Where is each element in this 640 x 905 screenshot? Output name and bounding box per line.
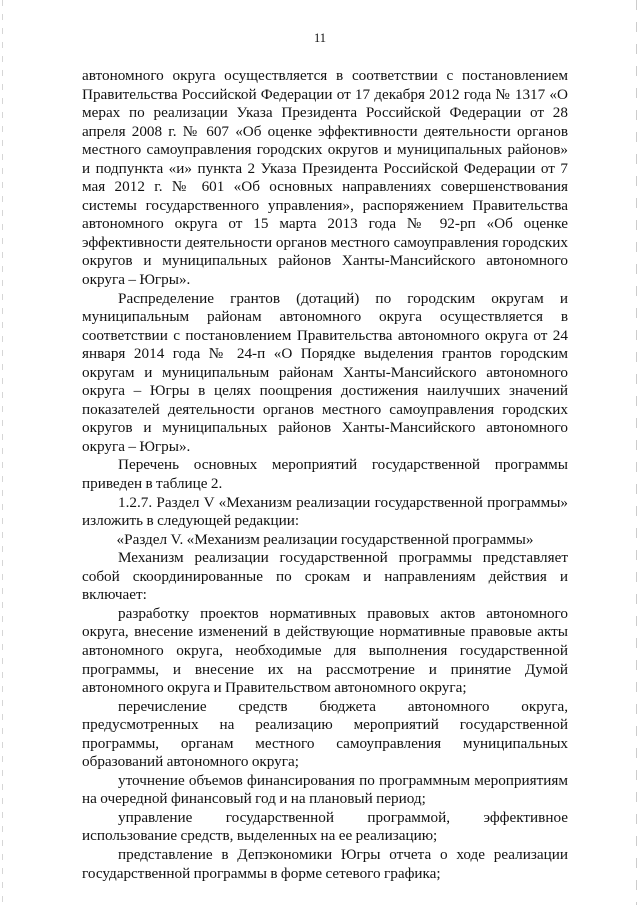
list-item-program-management: управление государственной программой, эффективное использование средств, выделенных на ее реализацию; [82, 808, 568, 845]
paragraph-legal-basis: автономного округа осуществляется в соответствии с постановлением Правительства Российской Федерации от 17 декабря 2012 года № 1317 «О мерах по реализации Указа Президента Российской Федерации от 28 апреля 2008 г. № 607 «Об оценке эффективности деятельности органов местного самоуправления городских округов и муниципальных районов» и подпункта «и» пункта 2 Указа Президента Российской Федерации от 7 мая 2012 г. № 601 «Об основных направлениях совершенствования системы государственного управления», распоряжением Правительства автономного округа от 15 марта 2013 года № 92-рп «Об оценке эффективности деятельности органов местного самоуправления городских округов и муниципальных районов Ханты-Мансийского автономного округа – Югры». [82, 67, 568, 289]
document-body [82, 67, 568, 883]
paragraph-section-amendment: 1.2.7. Раздел V «Механизм реализации государственной программы» изложить в следующей редакции: [82, 493, 568, 530]
paragraph-measures-list: Перечень основных мероприятий государственной программы приведен в таблице 2. [82, 456, 568, 493]
page-number: 11 [313, 31, 327, 45]
scan-edge-left [2, 0, 3, 905]
list-item-funding-clarification: уточнение объемов финансирования по программным мероприятиям на очередной финансовый год и на плановый период; [82, 771, 568, 808]
list-item-drafting-acts: разработку проектов нормативных правовых актов автономного округа, внесение изменений в действующие нормативные правовые акты автономного округа, необходимые для выполнения государственной программы, и внесение их на рассмотрение и принятие Думой автономного округа и Правительством автономного округа; [82, 604, 568, 697]
list-item-report-submission: представление в Депэкономики Югры отчета о ходе реализации государственной программы в форме сетевого графика; [82, 845, 568, 882]
list-item-budget-transfer: перечисление средств бюджета автономного округа, предусмотренных на реализацию мероприятий государственной программы, органам местного самоуправления муниципальных образований автономного округа; [82, 697, 568, 771]
paragraph-grant-distribution: Распределение грантов (дотаций) по городским округам и муниципальным районам автономного округа осуществляется в соответствии с постановлением Правительства автономного округа от 24 января 2014 года № 24-п «О Порядке выделения грантов городским округам и муниципальным районам Ханты-Мансийского автономного округа – Югры в целях поощрения достижения наилучших значений показателей деятельности органов местного самоуправления городских округов и муниципальных районов Ханты-Мансийского автономного округа – Югры». [82, 289, 568, 455]
section-heading: «Раздел V. «Механизм реализации государственной программы» [116, 530, 534, 548]
scan-edge-right [636, 0, 637, 905]
paragraph-mechanism-intro: Механизм реализации государственной программы представляет собой скоординированные по срокам и направлениям действия и включает: [82, 549, 568, 604]
